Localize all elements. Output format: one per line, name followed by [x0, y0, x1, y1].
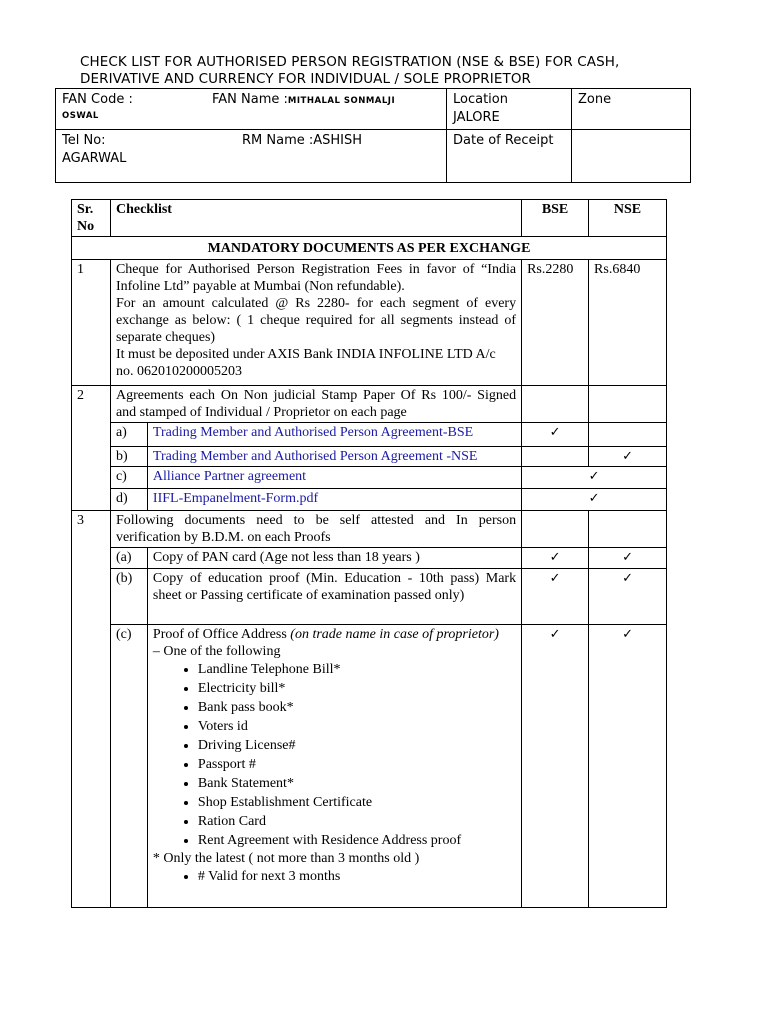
receipt-label: Date of Receipt — [453, 133, 554, 148]
tel-value: AGARWAL — [62, 151, 127, 166]
row3-c-text: Proof of Office Address — [152, 627, 291, 642]
row3-c-label: (c) — [110, 625, 147, 908]
row2-item-c-check: ✓ — [522, 467, 667, 489]
col-checklist-header: Checklist — [110, 200, 521, 237]
row2-item-d-check: ✓ — [522, 489, 667, 511]
list-item: • Bank Statement* — [198, 774, 516, 793]
row3-b-text: Copy of education proof (Min. Education - 10th pass) Mark sheet or Passing certificate of examination passed only) — [147, 569, 521, 625]
row1-text-b: For an amount calculated @ Rs 2280- for each segment of every exchange as below: ( 1 cheque required for all segments instead of separate cheques) — [115, 296, 517, 345]
fan-name-label: FAN Name : — [212, 92, 288, 107]
title-line-1: CHECK LIST FOR AUTHORISED PERSON REGISTRATION (NSE & BSE) FOR CASH, — [80, 54, 620, 70]
row3-c-sub: – One of the following — [152, 644, 281, 659]
row2-item-a-link[interactable]: Trading Member and Authorised Person Agreement-BSE — [147, 423, 521, 447]
row2-item-b-label: b) — [110, 447, 147, 467]
fan-code-value: OSWAL — [62, 111, 99, 121]
row2-text: Agreements each On Non judicial Stamp Paper Of Rs 100/- Signed and stamped of Individual / Proprietor on each page — [110, 386, 521, 423]
row3-c-content — [147, 625, 521, 908]
rm-label: RM Name : — [242, 133, 314, 148]
row1-bse: Rs.2280 — [522, 260, 589, 386]
row3-b-nse-check: ✓ — [589, 569, 667, 625]
zone-label: Zone — [578, 92, 612, 107]
fan-name-value: MITHALAL SONMALJI — [287, 96, 396, 106]
document-title — [80, 54, 720, 88]
list-item: • Voters id — [198, 717, 516, 736]
list-item: • Passport # — [198, 755, 516, 774]
row2-sr: 2 — [72, 386, 111, 511]
col-nse-header: NSE — [589, 200, 667, 237]
row3-c-nse-check: ✓ — [589, 625, 667, 908]
row2-item-d-link[interactable]: IIFL-Empanelment-Form.pdf — [147, 489, 521, 511]
row2-item-d-label: d) — [110, 489, 147, 511]
location-cell — [447, 89, 572, 130]
fan-code-label: FAN Code : — [62, 92, 133, 107]
row2-item-b-nse-check: ✓ — [589, 447, 667, 467]
list-item: • # Valid for next 3 months — [198, 867, 516, 886]
zone-cell — [572, 89, 691, 130]
row2-item-b-link[interactable]: Trading Member and Authorised Person Agreement -NSE — [147, 447, 521, 467]
list-item: • Bank pass book* — [198, 698, 516, 717]
checklist-table — [71, 199, 667, 908]
row1-nse: Rs.6840 — [589, 260, 667, 386]
validity-list — [153, 867, 516, 886]
row3-a-text: Copy of PAN card (Age not less than 18 years ) — [147, 548, 521, 569]
row1-text — [110, 260, 521, 386]
list-item: • Driving License# — [198, 736, 516, 755]
row3-text: Following documents need to be self attested and In person verification by B.D.M. on each Proofs — [110, 511, 521, 548]
row3-sr: 3 — [72, 511, 111, 908]
list-item: • Ration Card — [198, 812, 516, 831]
list-item: • Shop Establishment Certificate — [198, 793, 516, 812]
row3-c-note: * Only the latest ( not more than 3 months old ) — [152, 851, 420, 866]
fan-cell — [56, 89, 447, 130]
row2-item-a-label: a) — [110, 423, 147, 447]
row3-c-bse-check: ✓ — [522, 625, 589, 908]
header-table — [55, 88, 691, 183]
section-title: MANDATORY DOCUMENTS AS PER EXCHANGE — [72, 237, 667, 260]
row3-a-nse-check: ✓ — [589, 548, 667, 569]
location-value: JALORE — [453, 110, 500, 125]
proof-list — [153, 660, 516, 850]
receipt-value-cell — [572, 130, 691, 183]
list-item: • Landline Telephone Bill* — [198, 660, 516, 679]
rm-value: ASHISH — [313, 133, 363, 148]
row1-text-a: Cheque for Authorised Person Registration Fees in favor of “India Infoline Ltd” payable at Mumbai (Non refundable). — [115, 262, 517, 294]
receipt-cell — [447, 130, 572, 183]
row2-item-c-link[interactable]: Alliance Partner agreement — [147, 467, 521, 489]
row3-b-label: (b) — [110, 569, 147, 625]
row2-item-c-label: c) — [110, 467, 147, 489]
col-sr-header: Sr. No — [72, 200, 111, 237]
row1-sr: 1 — [72, 260, 111, 386]
row3-a-label: (a) — [110, 548, 147, 569]
row2-item-a-bse-check: ✓ — [522, 423, 589, 447]
col-bse-header: BSE — [522, 200, 589, 237]
row3-a-bse-check: ✓ — [522, 548, 589, 569]
row3-b-bse-check: ✓ — [522, 569, 589, 625]
title-line-2: DERIVATIVE AND CURRENCY FOR INDIVIDUAL / SOLE PROPRIETOR — [80, 71, 532, 87]
tel-label: Tel No: — [62, 133, 106, 148]
row3-c-italic: (on trade name in case of proprietor) — [290, 627, 499, 642]
list-item: • Electricity bill* — [198, 679, 516, 698]
list-item: • Rent Agreement with Residence Address proof — [198, 831, 516, 850]
tel-cell — [56, 130, 447, 183]
row1-text-c: It must be deposited under AXIS Bank INDIA INFOLINE LTD A/c no. 062010200005203 — [115, 347, 496, 379]
location-label: Location — [453, 92, 508, 107]
